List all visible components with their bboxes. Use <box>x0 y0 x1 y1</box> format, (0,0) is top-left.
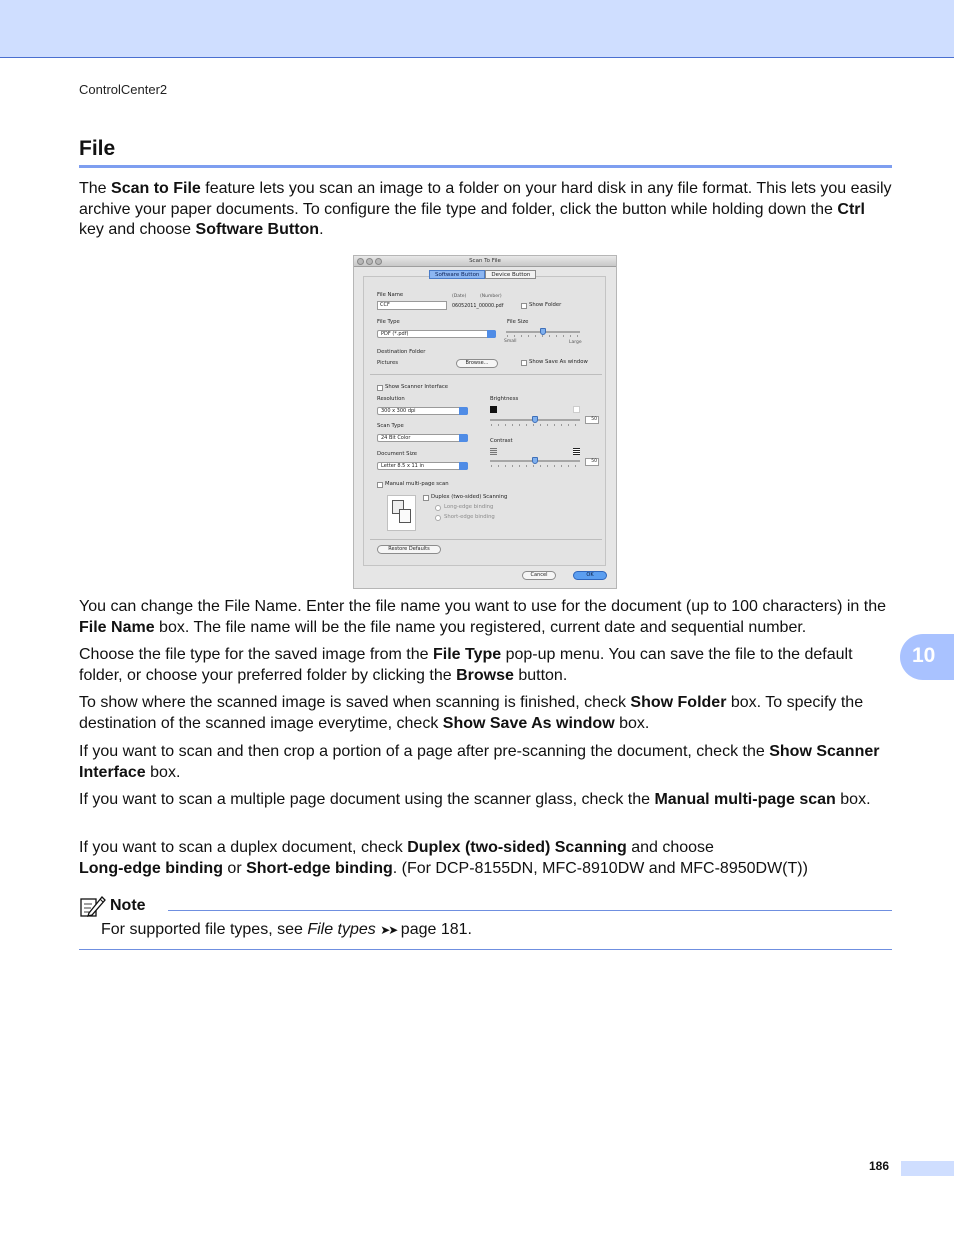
intro-text-2: feature lets you scan an image to a folder on your hard disk in any file format. This lets you easily archive your paper documents. To configure the file type and folder, click the button while holding down the <box>79 180 892 218</box>
file-size-label: File Size <box>507 319 529 325</box>
intro-paragraph <box>79 179 892 241</box>
dialog-tabs <box>429 270 536 279</box>
running-head: ControlCenter2 <box>79 82 168 97</box>
browse-button[interactable]: Browse... <box>456 359 498 368</box>
show-save-as-checkbox[interactable] <box>521 360 527 366</box>
date-label: (Date) <box>452 294 467 299</box>
contrast-slider-thumb[interactable] <box>532 457 538 464</box>
dialog-divider-bottom <box>370 539 602 540</box>
page-number: 186 <box>869 1159 890 1173</box>
long-edge-label: Long-edge binding <box>444 504 494 510</box>
intro-text-1: The <box>79 180 112 197</box>
intro-bold-ctrl: Ctrl <box>837 200 865 218</box>
paragraph-file-type <box>79 645 892 686</box>
p6-bold-short-edge: Short-edge binding <box>246 859 393 877</box>
file-type-value: PDF (*.pdf) <box>381 331 409 337</box>
p6-text-2: and choose <box>626 839 714 856</box>
destination-folder-value: Pictures <box>377 360 398 366</box>
pencil-note-icon <box>80 894 106 918</box>
light-swatch-icon <box>573 406 580 413</box>
chevron-updown-icon <box>459 462 468 470</box>
p3-bold-show-save-as: Show Save As window <box>442 714 615 732</box>
brightness-ticks <box>491 424 579 426</box>
paragraph-show-folder <box>79 693 892 734</box>
low-contrast-icon <box>490 448 497 455</box>
note-rule-bottom <box>79 949 892 950</box>
large-label: Large <box>569 340 582 345</box>
p2-text-1: Choose the file type for the saved image from the <box>79 646 433 663</box>
chapter-number: 10 <box>912 644 936 667</box>
p4-bold-show-scanner-interface: Show Scanner Interface <box>79 743 880 781</box>
scan-type-label: Scan Type <box>377 423 404 429</box>
show-folder-checkbox[interactable] <box>521 303 527 309</box>
document-size-select[interactable] <box>377 462 468 470</box>
short-edge-label: Short-edge binding <box>444 514 495 520</box>
p5-bold-manual-multipage: Manual multi-page scan <box>654 791 836 808</box>
file-size-slider-thumb[interactable] <box>540 328 546 335</box>
scan-type-select[interactable] <box>377 434 468 442</box>
note-rule-top <box>168 910 892 911</box>
paragraph-manual-multipage <box>79 790 892 811</box>
settings-panel <box>363 276 606 566</box>
note-text-2: page 181. <box>396 921 472 938</box>
paragraph-file-name <box>79 597 892 638</box>
file-size-ticks <box>507 335 579 337</box>
contrast-label: Contrast <box>490 438 513 444</box>
dialog-titlebar <box>354 256 616 267</box>
chevron-updown-icon <box>487 330 496 338</box>
chevron-updown-icon <box>459 434 468 442</box>
short-edge-radio[interactable] <box>435 515 441 521</box>
p1-text-1: You can change the File Name. Enter the file name you want to use for the document (up to 100 characters) in the <box>79 598 886 615</box>
paragraph-duplex <box>79 838 892 879</box>
p1-text-2: box. The file name will be the file name you registered, current date and sequential number. <box>154 618 807 636</box>
p5-text-1: If you want to scan a multiple page document using the scanner glass, check the <box>79 791 655 808</box>
show-scanner-interface-checkbox[interactable] <box>377 385 383 391</box>
duplex-label: Duplex (two-sided) Scanning <box>431 494 508 500</box>
p4-text-2: box. <box>145 763 181 781</box>
contrast-ticks <box>491 465 579 467</box>
p6-text-4: . (For DCP-8155DN, MFC-8910DW and MFC-8950DW(T)) <box>392 859 808 877</box>
brightness-value-field[interactable]: 50 <box>585 416 599 424</box>
duplex-preview-icon <box>387 495 416 531</box>
dark-swatch-icon <box>490 406 497 413</box>
chapter-tab <box>900 634 954 680</box>
resolution-select[interactable] <box>377 407 468 415</box>
manual-multipage-label: Manual multi-page scan <box>385 481 449 487</box>
destination-folder-label: Destination Folder <box>377 349 426 355</box>
p1-bold-file-name: File Name <box>79 618 155 636</box>
file-type-label: File Type <box>377 319 400 325</box>
double-arrow-icon: ➤➤ <box>380 923 397 937</box>
chevron-updown-icon <box>459 407 468 415</box>
brightness-slider-thumb[interactable] <box>532 416 538 423</box>
intro-bold-scan-to-file: Scan to File <box>111 180 201 197</box>
p3-text-3: box. <box>614 714 650 732</box>
document-size-value: Letter 8.5 x 11 in <box>381 463 425 469</box>
p6-text-1: If you want to scan a duplex document, check <box>79 839 408 856</box>
scan-to-file-dialog <box>353 255 617 589</box>
p3-text-1: To show where the scanned image is saved when scanning is finished, check <box>79 694 631 711</box>
ok-button[interactable]: OK <box>573 571 607 580</box>
p3-bold-show-folder: Show Folder <box>630 694 727 711</box>
show-save-as-label: Show Save As window <box>529 359 588 365</box>
section-title: File <box>79 137 116 160</box>
file-types-link[interactable]: File types <box>307 921 376 938</box>
tab-device-button[interactable]: Device Button <box>485 270 536 279</box>
p2-bold-browse: Browse <box>456 666 514 684</box>
manual-multipage-checkbox[interactable] <box>377 482 383 488</box>
dialog-divider <box>370 374 602 375</box>
header-band <box>0 0 954 58</box>
intro-bold-software-button: Software Button <box>195 221 320 238</box>
contrast-value-field[interactable]: 50 <box>585 458 599 466</box>
intro-text-4: . <box>319 221 324 238</box>
p5-text-2: box. <box>835 791 871 808</box>
long-edge-radio[interactable] <box>435 505 441 511</box>
intro-text-3: key and choose <box>79 221 196 238</box>
note-text <box>101 920 472 940</box>
dialog-title: Scan To File <box>469 258 501 264</box>
note-text-1: For supported file types, see <box>101 921 308 938</box>
resolution-label: Resolution <box>377 396 405 402</box>
p6-text-3: or <box>222 859 247 877</box>
number-label: (Number) <box>480 294 502 299</box>
high-contrast-icon <box>573 448 580 455</box>
brightness-label: Brightness <box>490 396 519 402</box>
p6-bold-long-edge: Long-edge binding <box>79 859 223 877</box>
note-label: Note <box>110 897 146 914</box>
page-number-bar <box>901 1161 954 1176</box>
scan-type-value: 24 Bit Color <box>381 435 411 441</box>
restore-defaults-button[interactable]: Restore Defaults <box>377 545 441 554</box>
title-rule <box>79 165 892 168</box>
p2-text-3: button. <box>513 666 568 684</box>
file-name-suffix: 06052011_00000.pdf <box>452 304 504 309</box>
small-label: Small <box>504 339 517 344</box>
file-name-input[interactable]: CCF <box>377 301 447 310</box>
resolution-value: 300 x 300 dpi <box>381 408 416 414</box>
p4-text-1: If you want to scan and then crop a portion of a page after pre-scanning the document, check the <box>79 743 770 760</box>
p6-bold-duplex: Duplex (two-sided) Scanning <box>407 839 627 856</box>
file-name-label: File Name <box>377 292 404 298</box>
p2-text-2: pop-up menu. You can save the file to the default folder, or choose your preferred folder by clicking the <box>79 646 853 684</box>
paragraph-scanner-interface <box>79 742 892 783</box>
cancel-button[interactable]: Cancel <box>522 571 556 580</box>
p2-bold-file-type: File Type <box>432 646 502 663</box>
tab-software-button[interactable]: Software Button <box>429 270 485 279</box>
p3-text-2: box. To specify the destination of the scanned image everytime, check <box>79 694 864 732</box>
duplex-checkbox[interactable] <box>423 495 429 501</box>
show-scanner-interface-label: Show Scanner Interface <box>385 384 449 390</box>
document-size-label: Document Size <box>377 451 417 457</box>
show-folder-label: Show Folder <box>529 302 562 308</box>
file-type-select[interactable] <box>377 330 496 338</box>
